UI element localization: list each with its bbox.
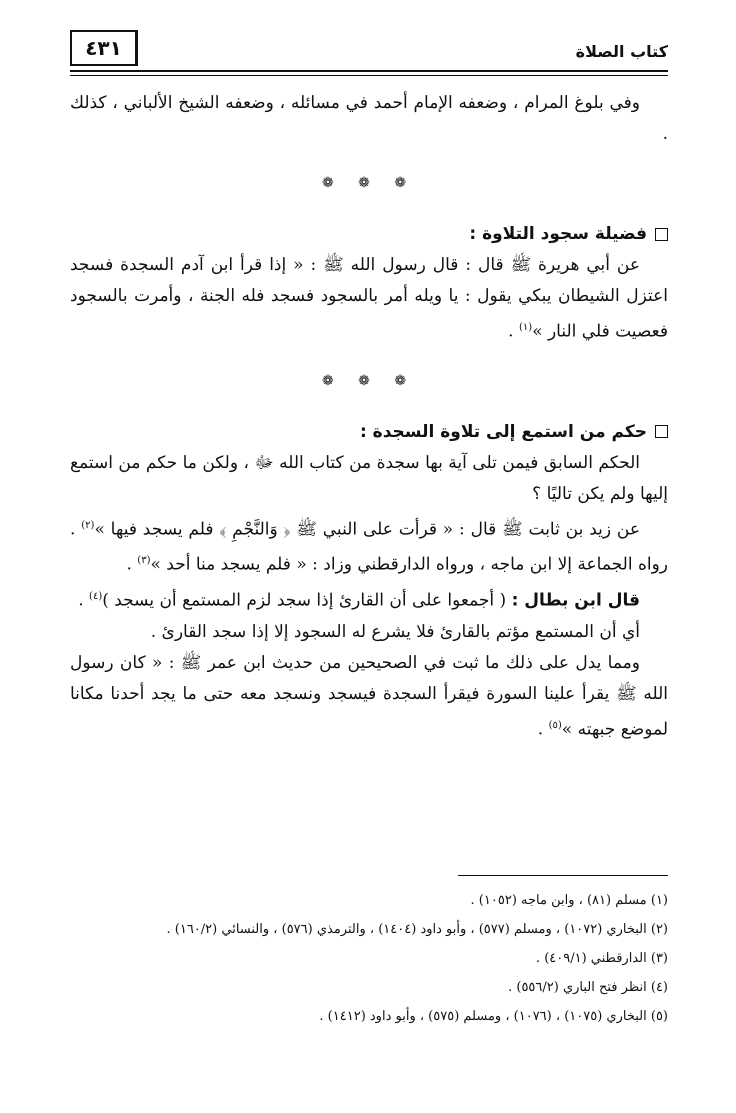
header-rule — [70, 70, 668, 72]
header-rule-thin — [70, 75, 668, 76]
heading-text: حكم من استمع إلى تلاوة السجدة : — [359, 421, 647, 442]
paragraph-end: . — [78, 590, 90, 611]
footnote-ref: (٤) — [89, 590, 103, 602]
paragraph-end: . — [508, 321, 519, 342]
paragraph-end: . — [537, 719, 549, 740]
section-heading-virtue — [70, 219, 668, 250]
footnote-ref: (٥) — [548, 719, 562, 731]
paragraph: الحكم السابق فيمن تلى آية بها سجدة من كتاب الله ﷻ ، ولكن ما حكم من استمع إليها ولم يكن تاليًا ؟ — [70, 452, 668, 504]
paragraph — [70, 250, 668, 348]
paragraph-text: ( أجمعوا على أن القارئ إذا سجد لزم المستمع أن يسجد ) — [102, 590, 512, 611]
paragraph — [70, 581, 668, 617]
footnote-item: (١) مسلم (٨١) ، وابن ماجه (١٠٥٢) . — [470, 893, 668, 908]
section-divider: ❁ ❁ ❁ — [321, 175, 417, 191]
page-number: ٤٣١ — [70, 30, 138, 66]
page-body — [70, 88, 668, 745]
heading-square-icon — [655, 228, 668, 241]
paragraph-text: عن زيد بن ثابت ﷺ قال : « قرأت على النبي ﷺ ﴿ وَالنَّجْمِ ﴾ فلم يسجد فيها » — [94, 519, 640, 540]
heading-text: فضيلة سجود التلاوة : — [469, 224, 647, 244]
heading-square-icon — [655, 425, 668, 438]
footnote-item: (٣) الدارقطني (٤٠٩/١) . — [535, 951, 668, 966]
quote-lead: قال ابن بطال : — [511, 590, 640, 611]
footnote-item: (٢) البخاري (١٠٧٢) ، ومسلم (٥٧٧) ، وأبو داود (١٤٠٤) ، والترمذي (٥٧٦) ، والنسائي (١٦٠/٢) . — [166, 922, 668, 937]
section-divider: ❁ ❁ ❁ — [321, 372, 417, 389]
footnote-item: (٥) البخاري (١٠٧٥) ، (١٠٧٦) ، ومسلم (٥٧٥) ، وأبو داود (١٤١٢) . — [319, 1009, 668, 1024]
footnotes — [70, 886, 668, 1031]
paragraph — [70, 510, 668, 581]
section-heading-listener — [70, 417, 668, 448]
paragraph-text: ومما يدل على ذلك ما ثبت في الصحيحين من حديث ابن عمر ﷺ : « كان رسول الله ﷺ يقرأ علينا السورة فيقرأ السجدة فيسجد ونسجد معه حتى ما يجد أحدنا مكانا لموضع جبهته » — [70, 652, 668, 740]
intro-paragraph: وفي بلوغ المرام ، وضعفه الإمام أحمد في مسائله ، وضعفه الشيخ الألباني ، كذلك . — [70, 93, 668, 144]
paragraph — [70, 648, 668, 746]
footnote-separator — [458, 875, 668, 876]
paragraph-text: عن أبي هريرة ﷺ قال : قال رسول الله ﷺ : « إذا قرأ ابن آدم السجدة فسجد اعتزل الشيطان يبكي يقول : يا ويله أمر بالسجود فسجد فله الجنة ، وأمرت بالسجود فعصيت فلي النار » — [70, 255, 668, 342]
paragraph: أي أن المستمع مؤتم بالقارئ فلا يشرع له السجود إلا إذا سجد القارئ . — [150, 621, 640, 642]
footnote-item: (٤) انظر فتح الباري (٥٥٦/٢) . — [508, 980, 668, 995]
paragraph-end: . — [126, 554, 138, 575]
paragraph-text: . رواه الجماعة إلا ابن ماجه ، ورواه الدارقطني وزاد : « فلم يسجد منا أحد » — [70, 519, 668, 575]
footnote-ref: (٢) — [81, 519, 95, 531]
chapter-title: كتاب الصلاة — [575, 42, 668, 61]
page-header — [70, 30, 668, 76]
footnote-ref: (٣) — [137, 555, 151, 567]
footnote-ref: (١) — [518, 322, 533, 333]
